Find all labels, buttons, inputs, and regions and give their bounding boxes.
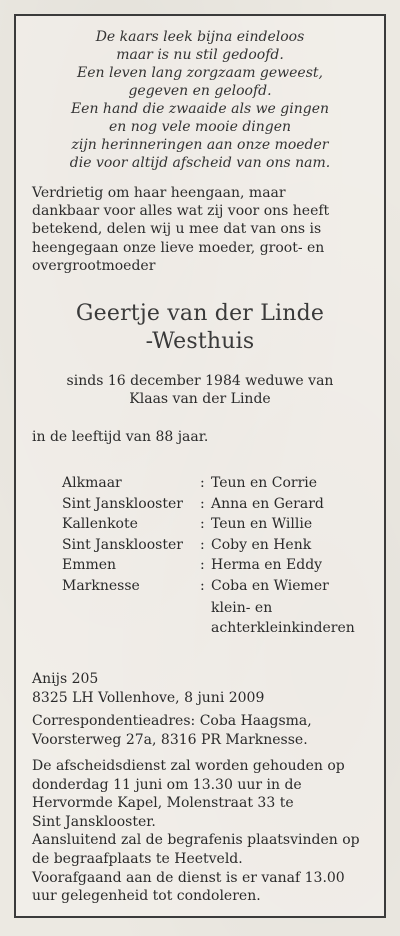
deceased-name-line2: -Westhuis [145, 329, 255, 354]
family-names: Coby en Henk [211, 536, 312, 553]
poem-line: Een leven lang zorgzaam geweest, [77, 65, 323, 81]
age-line: in de leeftijd van 88 jaar. [32, 429, 209, 445]
grandchildren [211, 598, 355, 638]
family-list [62, 473, 392, 596]
family-separator: : [200, 536, 205, 553]
deceased-name-line1: Geertje van der Linde [75, 301, 325, 326]
grandchildren-line1: klein- en [211, 600, 273, 616]
family-names: Anna en Gerard [211, 495, 324, 512]
poem-line: gegeven en geloofd. [128, 83, 272, 99]
intro-line: heengegaan onze lieve moeder, groot- en [32, 239, 325, 256]
widow-line2: Klaas van der Linde [129, 391, 271, 407]
family-names: Coba en Wiemer [211, 577, 329, 594]
service-line: uur gelegenheid tot condoleren. [32, 888, 261, 905]
family-row [62, 555, 392, 576]
intro-line: dankbaar voor alles wat zij voor ons heeft [32, 203, 330, 220]
widow-line1: sinds 16 december 1984 weduwe van [66, 373, 334, 389]
widow-note [16, 372, 384, 408]
obituary-frame [14, 14, 386, 918]
service-line: Voorafgaand aan de dienst is er vanaf 13.00 [32, 869, 345, 886]
address-street: Anijs 205 [32, 671, 99, 687]
family-names: Teun en Willie [211, 516, 313, 532]
family-place: Alkmaar [62, 475, 122, 491]
family-place: Sint Jansklooster [62, 495, 183, 512]
family-separator: : [200, 516, 205, 532]
family-row [62, 473, 392, 494]
intro-line: betekend, delen wij u mee dat van ons is [32, 221, 322, 238]
intro-line: Verdrietig om haar heengaan, maar [32, 185, 286, 201]
poem-line: zijn herinneringen aan onze moeder [71, 137, 329, 153]
correspondence-address [32, 712, 382, 749]
service-line: Sint Jansklooster. [32, 813, 156, 830]
service-line: Aansluitend zal de begrafenis plaatsvinden op [32, 832, 360, 849]
correspondence-line: Voorsterweg 27a, 8316 PR Marknesse. [32, 731, 308, 748]
poem-line: De kaars leek bijna eindeloos [95, 29, 305, 45]
family-separator: : [200, 495, 205, 512]
intro-line: overgrootmoeder [32, 257, 156, 274]
deceased-name [16, 300, 384, 356]
service-line: Hervormde Kapel, Molenstraat 33 te [32, 795, 294, 812]
service-details [32, 757, 382, 906]
family-row [62, 494, 392, 515]
correspondence-line: Correspondentieadres: Coba Haagsma, [32, 713, 312, 729]
poem-line: maar is nu stil gedoofd. [116, 47, 284, 63]
family-place: Emmen [62, 557, 117, 573]
family-row [62, 514, 392, 535]
service-line: de begraafplaats te Heetveld. [32, 850, 243, 867]
family-row [62, 576, 392, 597]
grandchildren-line2: achterkleinkinderen [211, 620, 355, 636]
family-place: Kallenkote [62, 516, 138, 532]
family-names: Teun en Corrie [211, 475, 318, 491]
family-separator: : [200, 577, 205, 594]
poem-line: en nog vele mooie dingen [108, 119, 292, 135]
home-address [32, 670, 382, 707]
address-city-date: 8325 LH Vollenhove, 8 juni 2009 [32, 689, 265, 706]
family-place: Sint Jansklooster [62, 536, 183, 553]
family-separator: : [200, 557, 205, 573]
family-names: Herma en Eddy [211, 557, 323, 573]
poem-line: Een hand die zwaaide als we gingen [70, 101, 330, 117]
announcement-intro [32, 184, 380, 275]
service-line: donderdag 11 juni om 13.30 uur in de [32, 776, 302, 793]
family-separator: : [200, 475, 205, 491]
family-place: Marknesse [62, 577, 140, 594]
service-line: De afscheidsdienst zal worden gehouden op [32, 758, 345, 774]
poem-line: die voor altijd afscheid van ons nam. [69, 155, 331, 171]
family-row [62, 535, 392, 556]
memorial-poem [16, 28, 384, 172]
